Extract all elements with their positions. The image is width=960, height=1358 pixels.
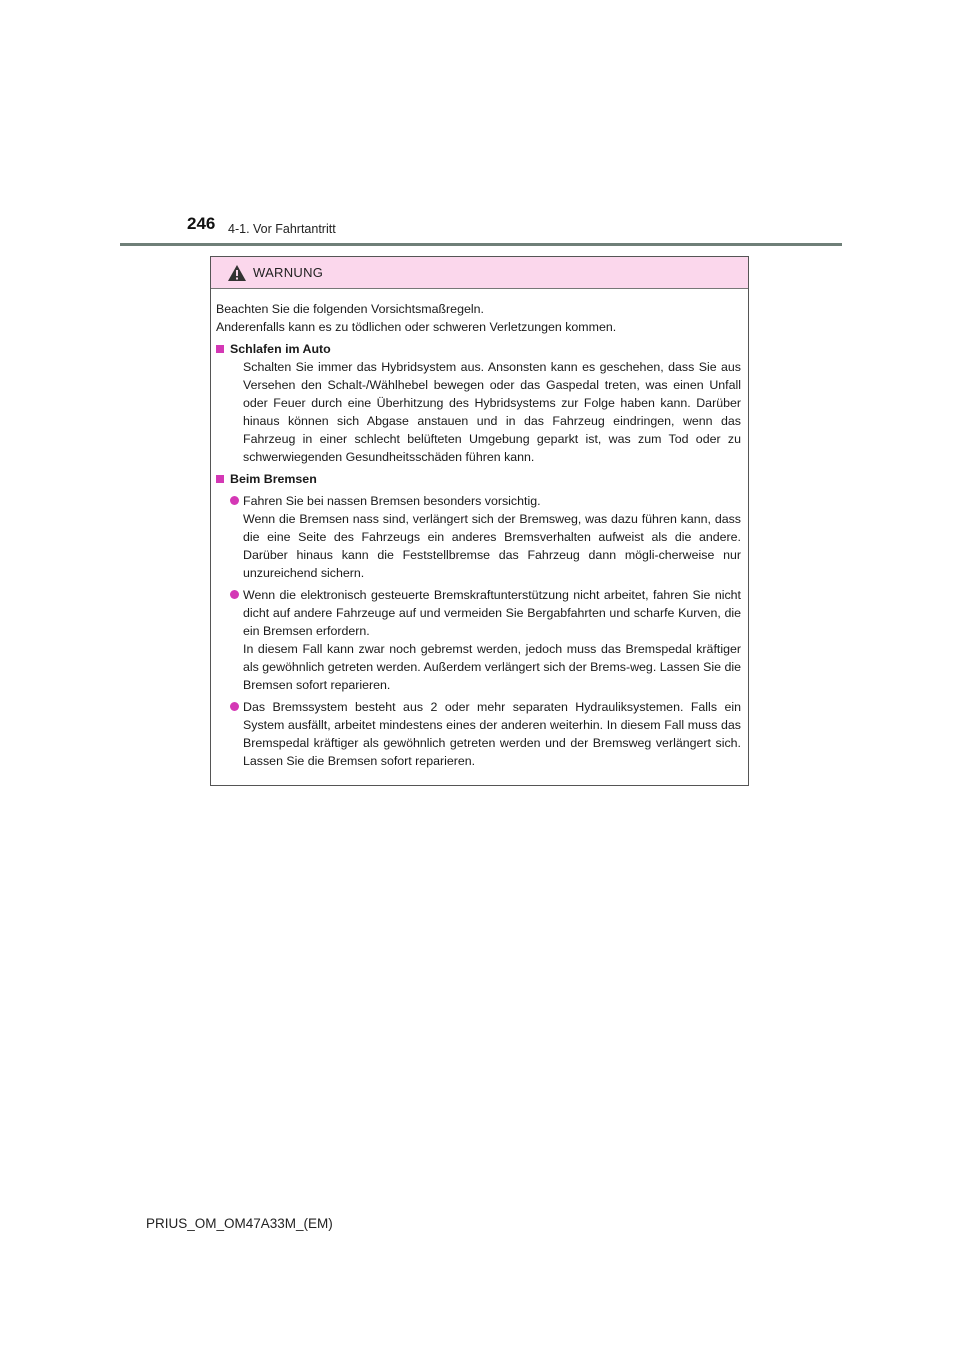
list-item-text: Das Bremssystem besteht aus 2 oder mehr separaten Hydrauliksystemen. Falls ein System ausfällt, arbeitet mindestens eines der anderen weiterhin. In diesem Fall muss das Bremspedal kräftiger als gewöhnlich getreten werden und der Bremsweg verlängert sich. Lassen Sie die Bremsen sofort reparieren.	[243, 700, 741, 768]
section-title: 4-1. Vor Fahrtantritt	[228, 222, 336, 236]
topic-heading	[216, 470, 741, 488]
topic-heading	[216, 340, 741, 358]
topic-text: Schalten Sie immer das Hybridsystem aus. Ansonsten kann es geschehen, dass Sie aus Versehen den Schalt-/Wählhebel bewegen oder das Gaspedal treten, was einen Unfall oder Feuer durch eine Überhitzung des Hybridsystems zur Folge haben kann. Darüber hinaus können sich Abgase anstauen und in das Fahrzeug eindringen, wenn das Fahrzeug in einer schlecht belüfteten Umgebung geparkt ist, was zum Tod oder zu schwerwiegenden Gesundheitsschäden führen kann.	[243, 360, 741, 464]
square-bullet-icon	[216, 475, 224, 483]
list-item-text: In diesem Fall kann zwar noch gebremst werden, jedoch muss das Bremspedal kräftiger als gewöhnlich getreten werden. Außerdem verlängert sich der Brems-weg. Lassen Sie die Bremsen sofort reparieren.	[243, 642, 741, 692]
topic-heading-text: Schlafen im Auto	[230, 342, 331, 356]
list-item-text: Wenn die elektronisch gesteuerte Bremskraftunterstützung nicht arbeitet, fahren Sie nicht dicht auf andere Fahrzeuge auf und vermeiden Sie Bergabfahrten und scharfe Kurven, die ein Bremsen erfordern.	[243, 588, 741, 638]
dot-bullet-icon	[230, 496, 239, 505]
header-divider	[120, 243, 842, 246]
list-item	[216, 698, 741, 770]
list-item-text: Wenn die Bremsen nass sind, verlängert sich der Bremsweg, was dazu führen kann, dass die eine Seite des Fahrzeugs ein anderes Bremsverhalten aufweist als die andere. Darüber hinaus kann die Feststellbremse das Fahrzeug dann mögli-cherweise nur unzureichend sichern.	[243, 512, 741, 580]
topic-sleeping	[216, 340, 741, 466]
document-code: PRIUS_OM_OM47A33M_(EM)	[146, 1216, 333, 1231]
intro-line: Beachten Sie die folgenden Vorsichtsmaßregeln.	[216, 302, 484, 316]
warning-header	[211, 257, 748, 289]
list-item	[216, 586, 741, 694]
square-bullet-icon	[216, 345, 224, 353]
page-number: 246	[187, 214, 216, 233]
dot-bullet-icon	[230, 590, 239, 599]
warning-triangle-icon	[227, 264, 247, 282]
topic-heading-text: Beim Bremsen	[230, 472, 317, 486]
dot-bullet-icon	[230, 702, 239, 711]
list-item	[216, 492, 741, 582]
list-item-text: Fahren Sie bei nassen Bremsen besonders vorsichtig.	[243, 494, 541, 508]
topic-braking	[216, 470, 741, 770]
warning-body	[211, 289, 748, 770]
intro-line: Anderenfalls kann es zu tödlichen oder schweren Verletzungen kommen.	[216, 320, 617, 334]
warning-title: WARNUNG	[253, 265, 324, 280]
warning-box	[210, 256, 749, 786]
warning-intro	[216, 300, 741, 336]
